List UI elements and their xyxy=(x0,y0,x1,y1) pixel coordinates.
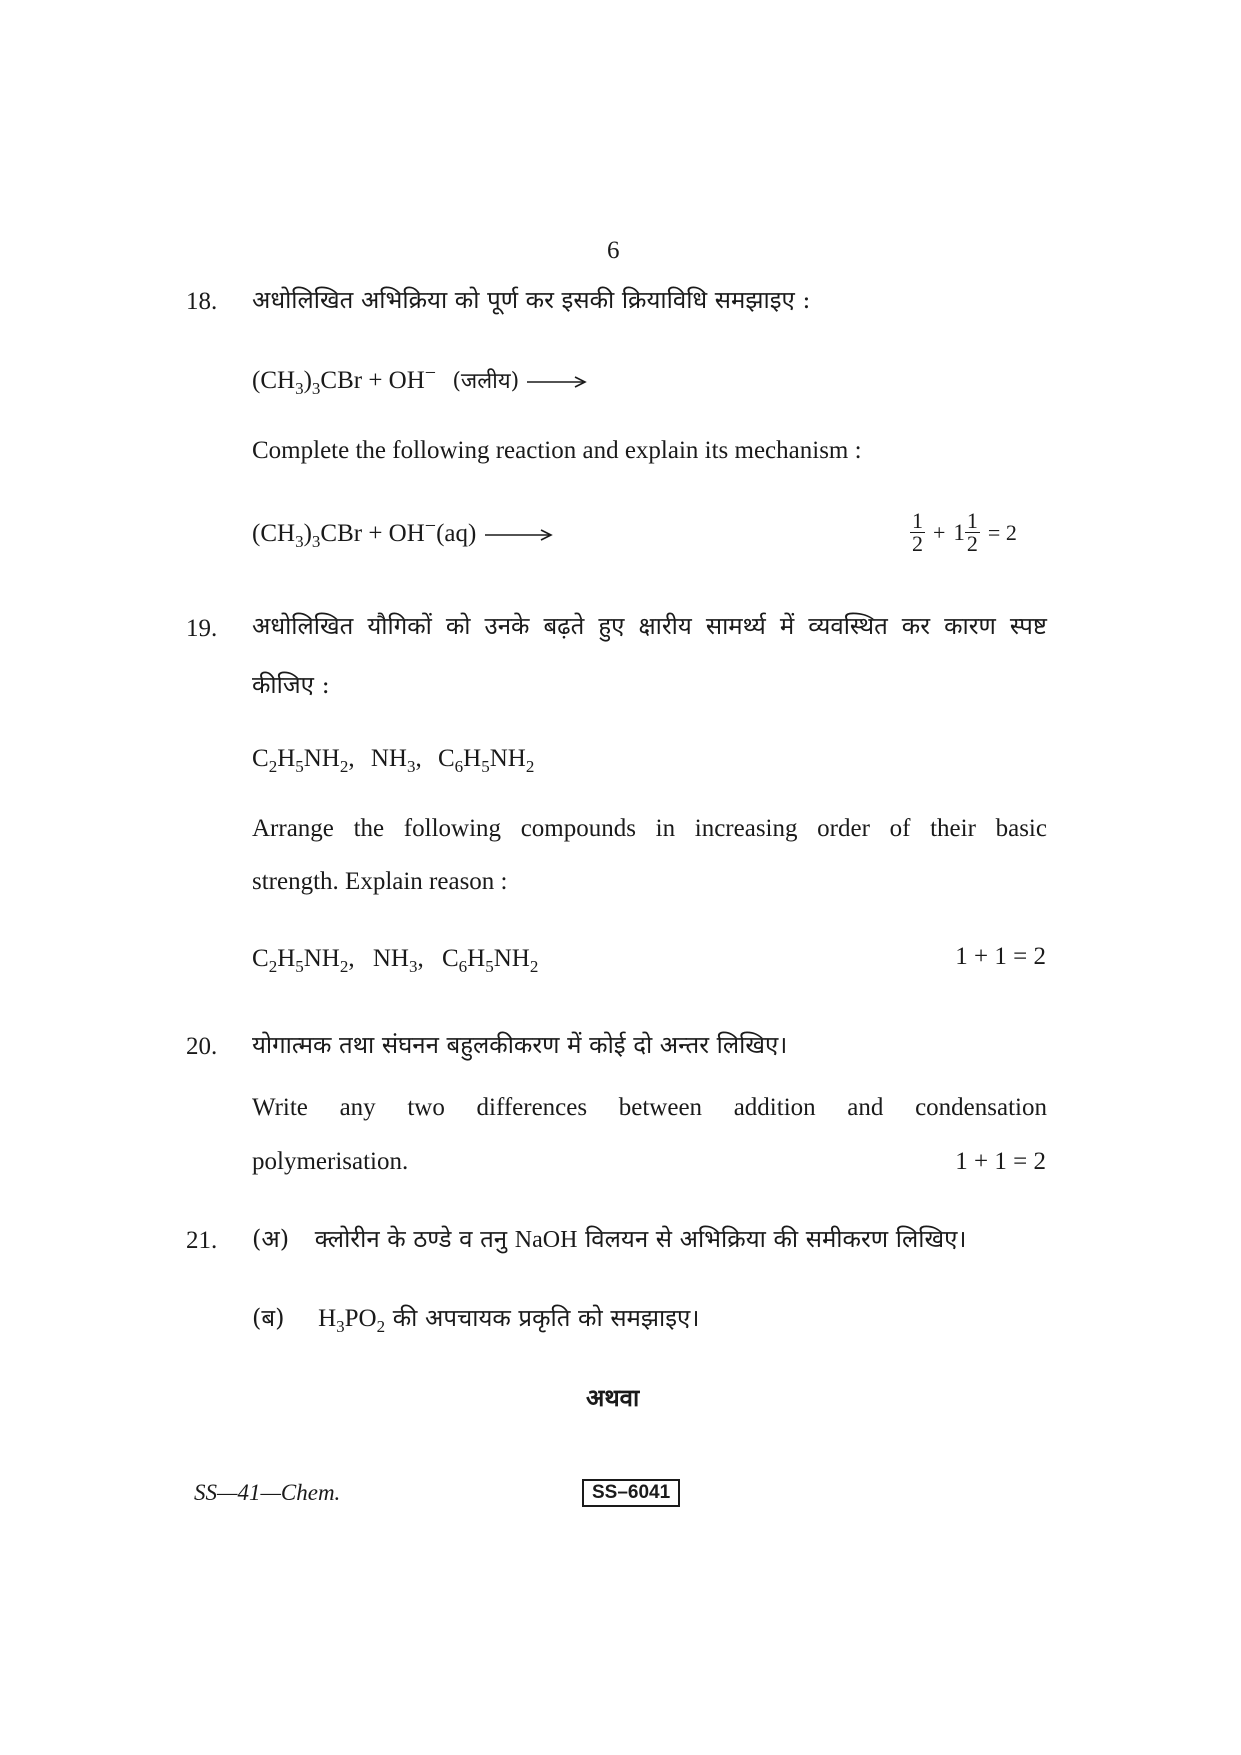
question-number-21: 21. xyxy=(186,1227,218,1254)
q19-compounds-hindi: $C_2H_5NH_2$, $NH_3$, $C_6H_5NH_2$ xyxy=(252,745,535,776)
q19-english-line2: strength. Explain reason : xyxy=(252,868,508,895)
q20-marks: 1 + 1 = 2 xyxy=(955,1148,1046,1175)
q18-hindi-equation: $(CH_3)_3CBr + OH^-$ (जलीय) xyxy=(252,365,587,395)
q19-hindi-line1: अधोलिखित यौगिकों को उनके बढ़ते हुए क्षारीय सामर्थ्य में व्यवस्थित कर कारण स्पष्ट xyxy=(252,612,1047,640)
footer-paper-code: SS–6041 xyxy=(582,1479,680,1507)
q19-hindi-line2: कीजिए : xyxy=(252,671,330,699)
q21-a-label: (अ) xyxy=(252,1225,290,1253)
athva-heading: अथवा xyxy=(586,1383,640,1412)
q18-english-text: Complete the following reaction and explain its mechanism : xyxy=(252,437,862,464)
question-number-19: 19. xyxy=(186,615,218,642)
q21-b-label: (ब) xyxy=(252,1304,285,1332)
q18-hindi-text: अधोलिखित अभिक्रिया को पूर्ण कर इसकी क्रियाविधि समझाइए : xyxy=(252,286,811,314)
q19-compounds-english: $C_2H_5NH_2$, $NH_3$, $C_6H_5NH_2$ xyxy=(252,945,539,976)
h3po2-formula: $H_3PO_2$ xyxy=(318,1305,386,1336)
q19-english-line1: Arrange the following compounds in increasing order of their basic xyxy=(252,815,1047,842)
q20-english-line2: polymerisation. xyxy=(252,1148,409,1175)
q21-part-b: (ब) $H_3PO_2$ की अपचायक प्रकृति को समझाइए। xyxy=(252,1304,700,1336)
q20-hindi-text: योगात्मक तथा संघनन बहुलकीकरण में कोई दो अन्तर लिखिए। xyxy=(252,1031,788,1059)
question-number-18: 18. xyxy=(186,288,218,315)
fraction-half: $\frac{1}{2}$ xyxy=(966,508,978,556)
page-number: 6 xyxy=(607,237,620,264)
q21-part-a: (अ) क्लोरीन के ठण्डे व तनु NaOH विलयन से अभिक्रिया की समीकरण लिखिए। xyxy=(252,1225,967,1253)
reaction-arrow-icon xyxy=(525,375,587,389)
q20-english-line1: Write any two differences between addition and condensation xyxy=(252,1094,1047,1121)
fraction-half: $\frac{1}{2}$ xyxy=(912,508,923,556)
reaction-arrow-icon xyxy=(483,528,553,542)
q18-marks: $\frac{1}{2}$ + 1 $\frac{1}{2}$ = 2 xyxy=(912,508,1017,556)
q19-marks: 1 + 1 = 2 xyxy=(955,943,1046,970)
footer-subject-code: SS—41—Chem. xyxy=(194,1480,341,1505)
question-number-20: 20. xyxy=(186,1033,218,1060)
q18-english-equation: $(CH_3)_3CBr + OH^-(aq)$ xyxy=(252,520,553,548)
